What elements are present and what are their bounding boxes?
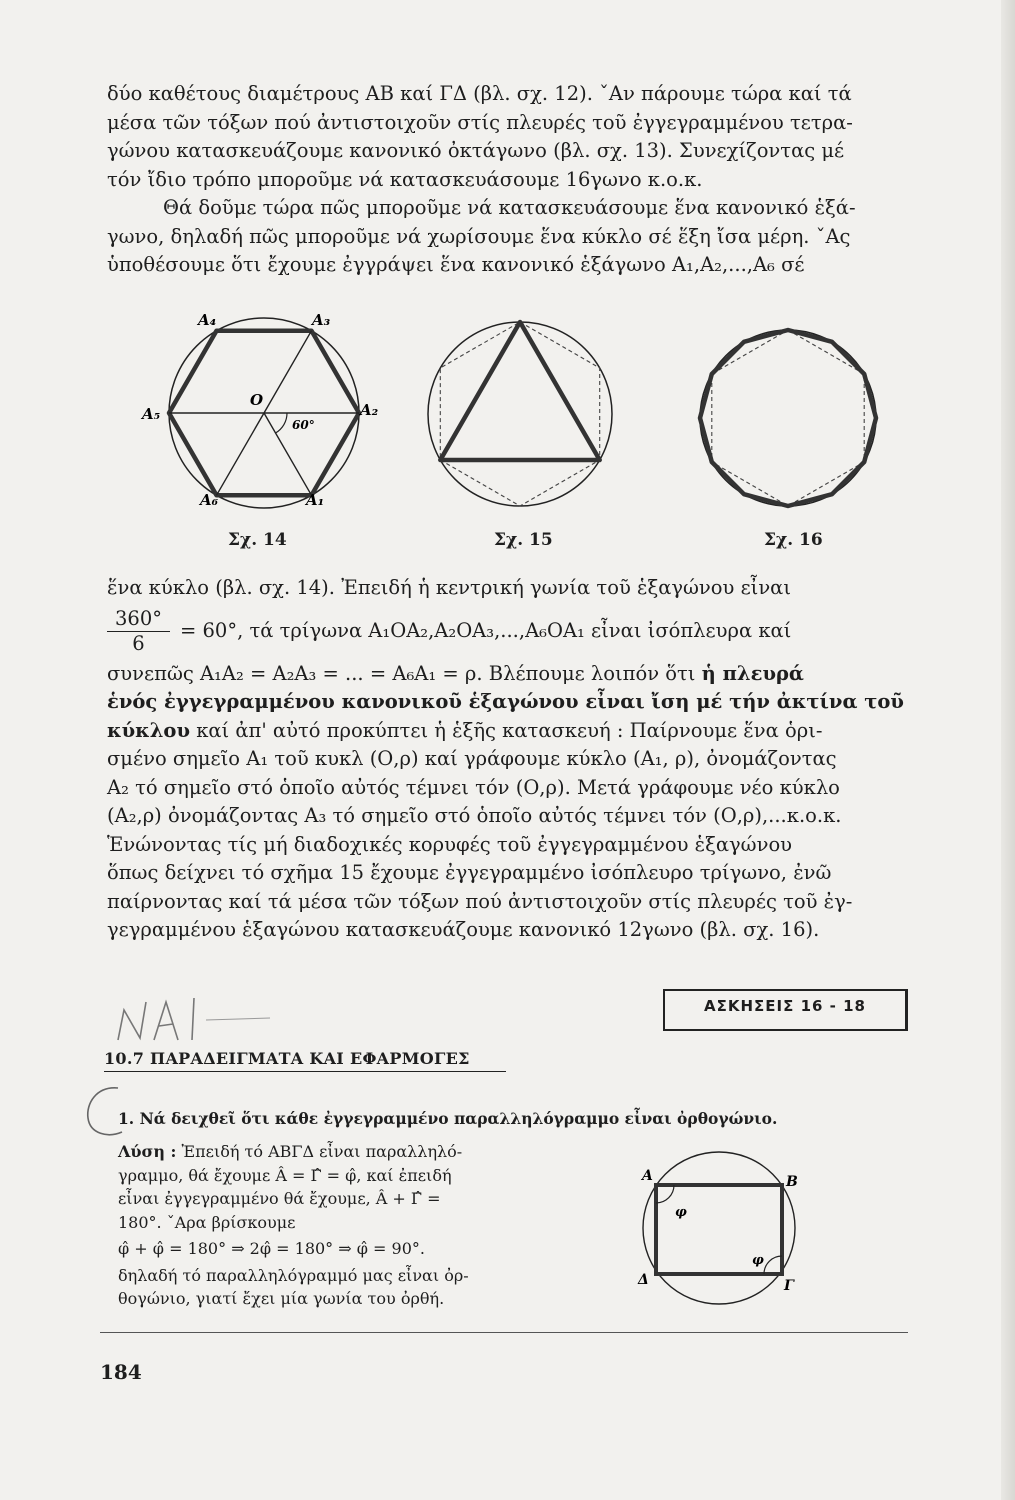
radius — [217, 413, 265, 495]
label-a5: A₅ — [142, 405, 161, 423]
emphasis-line: ἑνός ἐγγεγραμμένου κανονικοῦ ἑξαγώνου εἶναι ἴση μέ τήν ἀκτίνα τοῦ — [107, 690, 904, 713]
text-line: 180°. ˇΑρα βρίσκουμε — [118, 1212, 296, 1232]
intro-text — [107, 80, 907, 280]
fraction — [107, 607, 170, 656]
circle — [428, 322, 612, 506]
triangle — [440, 322, 599, 460]
figure-16 — [688, 318, 888, 518]
text-line: δηλαδή τό παραλληλόγραμμό μας εἶναι ὀρ- — [118, 1265, 469, 1285]
dodecagon — [700, 330, 876, 506]
dashed-hexagon — [712, 330, 864, 506]
figure-14 — [140, 305, 380, 520]
exercises-label: ΑΣΚΗΣΕΙΣ 16 - 18 — [704, 997, 866, 1015]
label-a1: A₁ — [306, 491, 325, 509]
solution-text — [118, 1140, 538, 1311]
text-line — [118, 1140, 538, 1164]
problem-text: Νά δειχθεῖ ὅτι κάθε ἐγγεγραμμένο παραλληλόγραμμο εἶναι ὀρθογώνιο. — [139, 1109, 778, 1128]
exercises-box — [663, 989, 908, 1031]
emphasis-text: κύκλου — [107, 718, 190, 742]
figure-15 — [420, 310, 620, 515]
label-d: Δ — [638, 1272, 649, 1288]
fraction-line — [107, 607, 907, 656]
section-heading: 10.7 ΠΑΡΑΔΕΙΓΜΑΤΑ ΚΑΙ ΕΦΑΡΜΟΓΕΣ — [104, 1049, 470, 1068]
angle-arc — [656, 1185, 674, 1203]
caption-fig15: Σχ. 15 — [494, 530, 553, 550]
angle-arc — [764, 1256, 782, 1274]
text-line: γωνο, δηλαδή πῶς μποροῦμε νά χωρίσουμε ἕνα κύκλο σέ ἕξη ἴσα μέρη. ˇΑς — [107, 224, 851, 248]
text-line: (Α₂,ρ) ὀνομάζοντας Α₃ τό σημεῖο στό ὁποῖο αὐτός τέμνει τόν (Ο,ρ),...κ.ο.κ. — [107, 804, 842, 827]
text-line: = 60°, τά τρίγωνα Α₁ΟΑ₂,Α₂ΟΑ₃,...,Α₆ΟΑ₁ εἶναι ἰσόπλευρα καί — [179, 618, 792, 642]
handwritten-note — [110, 990, 280, 1050]
text-segment: συνεπῶς Α₁Α₂ = Α₂Α₃ = ... = Α₆Α₁ = ρ. Βλέπουμε λοιπόν ὅτι — [107, 661, 696, 685]
text-line: παίρνοντας καί τά μέσα τῶν τόξων πού ἀντιστοιχοῦν στίς πλευρές τοῦ ἐγ- — [107, 889, 853, 913]
label-a2: A₂ — [360, 401, 379, 419]
page-number: 184 — [100, 1360, 142, 1384]
label-a3: A₃ — [312, 311, 331, 329]
text-line: δύο καθέτους διαμέτρους ΑΒ καί ΓΔ (βλ. σχ. 12). ˇΑν πάρουμε τώρα καί τά — [107, 82, 852, 105]
caption-fig14: Σχ. 14 — [228, 530, 287, 550]
label-a4: A₄ — [198, 311, 217, 329]
text-line: Θά δοῦμε τώρα πῶς μποροῦμε νά κατασκευάσουμε ἕνα κανονικό ἑξά- — [163, 196, 856, 219]
heading-underline — [104, 1071, 506, 1072]
text-line: τόν ἴδιο τρόπο μποροῦμε νά κατασκευάσουμε 16γωνο κ.ο.κ. — [107, 167, 703, 191]
label-a: A — [642, 1168, 653, 1184]
label-o: O — [250, 391, 264, 409]
label-angle: 60° — [292, 418, 315, 432]
circle — [643, 1152, 795, 1304]
text-line: Ἑνώνοντας τίς μή διαδοχικές κορυφές τοῦ ἐγγεγραμμένου ἑξαγώνου — [107, 832, 793, 856]
text-line: ὅπως δείχνει τό σχῆμα 15 ἔχουμε ἐγγεγραμμένο ἰσόπλευρο τρίγωνο, ἐνῶ — [107, 861, 832, 884]
label-phi-2: φ — [752, 1253, 764, 1268]
text-line: γεγραμμένου ἑξαγώνου κατασκευάζουμε κανονικό 12γωνο (βλ. σχ. 16). — [107, 918, 820, 941]
dashed-hexagon — [440, 322, 599, 506]
problem-number: 1. — [118, 1109, 135, 1128]
fraction-denominator: 6 — [132, 631, 145, 655]
text-line: μέσα τῶν τόξων πού ἀντιστοιχοῦν στίς πλευρές τοῦ ἐγγεγραμμένου τετρα- — [107, 110, 853, 134]
text-line: γώνου κατασκευάζουμε κανονικό ὀκτάγωνο (βλ. σχ. 13). Συνεχίζοντας μέ — [107, 139, 845, 162]
solution-label: Λύση : — [118, 1142, 177, 1161]
text-line: ἕνα κύκλο (βλ. σχ. 14). Ἐπειδή ἡ κεντρική γωνία τοῦ ἑξαγώνου εἶναι — [107, 576, 791, 599]
text-segment: Ἐπειδή τό ΑΒΓΔ εἶναι παραλληλό- — [181, 1142, 463, 1161]
inscribed-rectangle-figure — [628, 1148, 808, 1318]
fraction-numerator: 360° — [107, 607, 170, 632]
label-a6: A₆ — [200, 491, 219, 509]
hexagon-construction-text — [107, 574, 907, 945]
label-phi-1: φ — [675, 1205, 687, 1220]
radius — [264, 331, 312, 413]
label-b: B — [786, 1174, 798, 1190]
emphasis-text: ἡ πλευρά — [701, 661, 804, 685]
text-segment: καί ἀπ' αὐτό προκύπτει ἡ ἑξῆς κατασκευή : Παίρνουμε ἕνα ὁρι- — [196, 718, 823, 742]
text-line: θογώνιο, γιατί ἔχει μία γωνία του ὀρθή. — [118, 1289, 445, 1308]
text-line: Α₂ τό σημεῖο στό ὁποῖο αὐτός τέμνει τόν (Ο,ρ). Μετά γράφουμε νέο κύκλο — [107, 775, 840, 799]
text-line — [107, 717, 907, 746]
bottom-rule — [100, 1332, 908, 1333]
caption-fig16: Σχ. 16 — [764, 530, 823, 550]
text-line: ὑποθέσουμε ὅτι ἔχουμε ἐγγράψει ἕνα κανονικό ἑξάγωνο Α₁,Α₂,...,Α₆ σέ — [107, 253, 805, 276]
text-line — [107, 660, 907, 689]
angle-arc — [276, 413, 288, 433]
text-line: σμένο σημεῖο Α₁ τοῦ κυκλ (Ο,ρ) καί γράφουμε κύκλο (Α₁, ρ), ὀνομάζοντας — [107, 747, 837, 770]
text-line: γραμμο, θά ἔχουμε Â = Γ̂ = φ̂, καί ἐπειδή — [118, 1165, 452, 1185]
text-line: εἶναι ἐγγεγραμμένο θά ἔχουμε, Â + Γ̂ = — [118, 1189, 441, 1208]
formula-line: φ̂ + φ̂ = 180° ⇒ 2φ̂ = 180° ⇒ φ̂ = 90°. — [118, 1239, 425, 1258]
page-edge-shadow — [1001, 0, 1015, 1500]
label-g: Γ — [784, 1278, 794, 1294]
problem-statement — [118, 1109, 798, 1128]
